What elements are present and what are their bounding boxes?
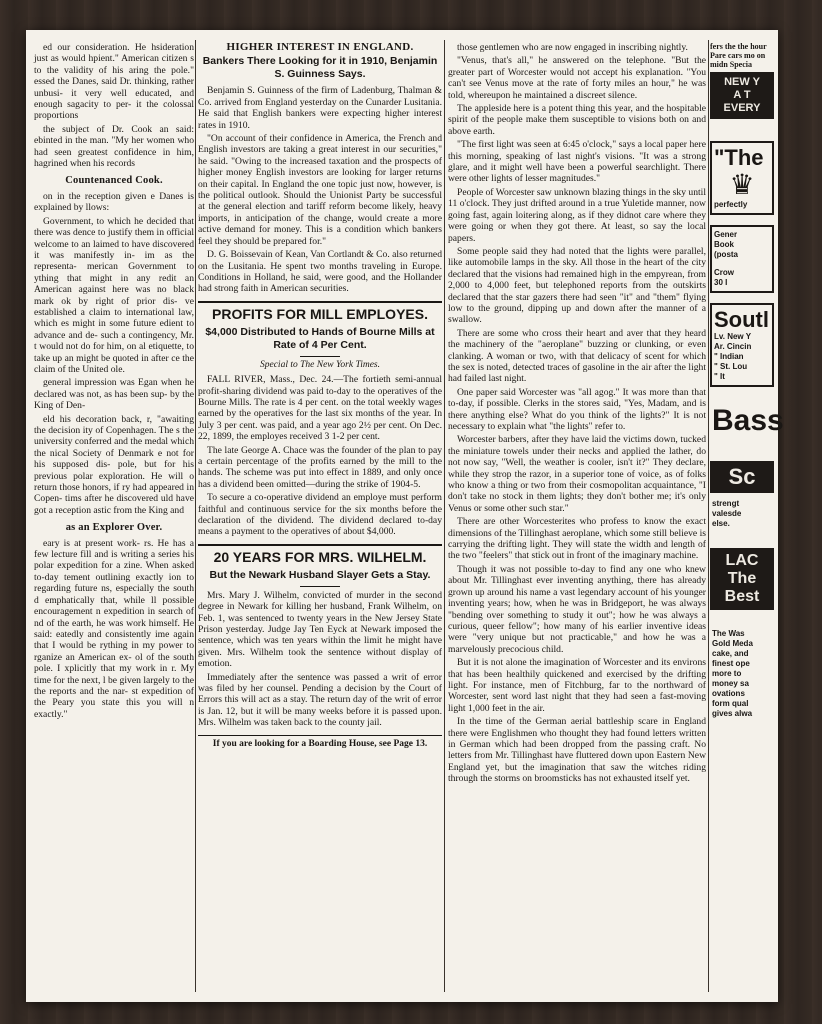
newspaper-clipping xyxy=(26,30,784,1002)
ad-line: money sa xyxy=(712,679,749,688)
subheading: as an Explorer Over. xyxy=(65,522,163,534)
ad-line: The xyxy=(727,570,757,587)
paragraph: on in the reception given e Danes is explained by llows: xyxy=(34,190,194,214)
deck-headline: Bankers There Looking for it in 1910, Benjamin S. Guinness Says. xyxy=(202,55,438,81)
paragraph: the subject of Dr. Cook an said: ebinted in the man. "My her women who had seen greatest confidence in him, hagrined when his records xyxy=(34,123,194,170)
ad-new-york xyxy=(710,72,774,119)
paragraph: "The first light was seen at 6:45 o'clock," says a local paper here this morning, speaking of last night's visions. "It was a strong glare, and it might well have been a powerful searchlight. There were other lights of lesser magnitudes." xyxy=(448,139,706,185)
headline: PROFITS FOR MILL EMPLOYES. xyxy=(198,301,442,323)
paragraph: Some people said they had noted that the lights were parallel, like automobile lamps in the sky. All those in the heart of the city declared that the visions had remained high in the empyrean, from 2,000 to 4,000 feet, but telephoned reports from the outskirts declared that the star gazers there had seen "it" and "them" flying low to the ground, dipping up and down after the manner of a swallow. xyxy=(448,245,706,326)
ad-line: finest ope xyxy=(712,659,750,668)
column-rule xyxy=(195,40,196,992)
paragraph: In the time of the German aerial battleship scare in England there were Englishmen who thought they had found letters written in German which had been dropped from the passing craft. No letters from Mr. Tillinghast have fluttered down upon Eastern New England yet, but the imagination that saw the witches riding through the storms on broomsticks has not exhausted itself yet. xyxy=(448,716,706,785)
paragraph: eld his decoration back, r, "awaiting the decision ity of Copenhagen. The s the university conferred and the medal which the nical Society of Denmark e not for his supposed dis- pole, but for his previous polar exploration. He will o return those honors, if ry had appeared in Copen- tims after he discovered uld have got a reception astic from the King and xyxy=(34,413,194,516)
deck-headline: $4,000 Distributed to Hands of Bourne Mills at Rate of 4 Per Cent. xyxy=(205,325,435,351)
divider xyxy=(300,586,340,587)
ad-text: fers the the hour Pare cars mo on midn Specia xyxy=(710,42,767,69)
ad-line: (posta xyxy=(714,250,738,259)
ad-line: form qual xyxy=(712,699,749,708)
ad-line: valesde xyxy=(712,509,742,518)
paragraph: general impression was Egan when he declared was not, as has been sup- by the King of Den- xyxy=(34,377,194,412)
ad-bottom xyxy=(710,626,774,722)
ad-line: " St. Lou xyxy=(714,362,748,371)
ad-line: Book xyxy=(714,240,734,249)
paragraph: But it is not alone the imagination of Worcester and its environs that has been healthily quickened and exercised by the drifting light. For instance, men of Fitchburg, far to the northward of Worcester, sent word last night that they had seen a fast-moving light 1,000 feet in the air. xyxy=(448,657,706,714)
ad-line: 30 I xyxy=(714,278,728,287)
headline: 20 YEARS FOR MRS. WILHELM. xyxy=(198,544,442,566)
paragraph: those gentlemen who are now engaged in inscribing nightly. xyxy=(457,42,688,53)
ad-line: strengt xyxy=(712,499,740,508)
ad-general-book xyxy=(710,225,774,293)
ad-title: Bass xyxy=(712,404,784,437)
column-rule xyxy=(708,40,709,992)
ad-line: cake, and xyxy=(712,649,749,658)
paragraph: The late George A. Chace was the founder of the plan to pay a certain percentage of the profits earned by the mill to the hands. The scheme was put into effect in 1889, and only once has a dividend been omitted—during the strike of 1904-5. xyxy=(198,444,442,490)
paragraph: FALL RIVER, Mass., Dec. 24.—The fortieth semi-annual profit-sharing dividend was paid to-day to the operatives of the Bourne Mills. The rate is 4 per cent. on the total weekly wages earned by the operatives for the last six months of the year. In July 3 per cent. was paid, and a year ago 2½ per cent. On Dec. 22, 1899, the employes received 3 1-2 per cent. xyxy=(198,374,442,443)
ad-title: Soutl xyxy=(714,307,769,332)
ad-line: else. xyxy=(712,519,730,528)
ad-line: LAC xyxy=(725,552,759,569)
ad-line: " It xyxy=(714,372,725,381)
paragraph: The appleside here is a potent thing this year, and the hospitable spirit of the people make them susceptible to visions both on and above earth. xyxy=(448,103,706,137)
ad-line: more to xyxy=(712,669,742,678)
paragraph: ed our consideration. He hsideration just as would hpient." American citizen s to the validity of his aring the pole." essed the Danes, said Dr. thinking, rather unbusi- it very well educated, and enough sagacity to per- it the colossal proportions xyxy=(34,42,194,122)
paragraph: People of Worcester saw unknown blazing things in the sky until 11 o'clock. They just drifted around in a true Yuletide manner, now going fast, again loitering along, as if they didnot care where they were going or when they got there. At least, so say the local papers. xyxy=(448,186,706,244)
ad-line: Gold Meda xyxy=(712,639,753,648)
ad-line: The Was xyxy=(712,629,745,638)
paragraph: Government, to which he decided that there was dence to justify them in official welcome to an laimed to have discovered it was manifestly in- im as the representa- merican Government to ything that might in any redit an American against here was no black mark ok by right of prior dis- ve established a claim to international law, which es might in some future edient to advance and de- such a contingency, Mr. t would not do for him, on al etiquette, to take up an might be quoted in after ce the claim of the United ole. xyxy=(34,215,194,375)
ad-line: Gener xyxy=(714,230,738,239)
ad-line: Best xyxy=(724,588,760,605)
ad-sc xyxy=(710,461,774,493)
paragraph: Though it was not possible to-day to find any one who knew about Mr. Tillinghast ever inventing anything, there has already grown up around his name a vast legendary account of his younger inventing years; how, when he was in Bridgeport, he was always "bending over something to study it out"; how he was always a curious, queer fellow"; how many of his earlier inventive ideas were "very unique but not practicable," and how he was a marvelously precocious child. xyxy=(448,563,706,655)
ad-bass xyxy=(710,401,784,441)
paragraph: There are other Worcesterites who profess to know the exact dimensions of the Tillinghast aeroplane, which some still believe is carrying the drifting light. They will state the width and length of the two "feelers" that stick out in front of the imaginary machine. xyxy=(448,516,706,562)
ad-line: A T xyxy=(733,89,751,101)
deck-headline: But the Newark Husband Slayer Gets a Stay. xyxy=(209,568,431,581)
ad-line: NEW Y xyxy=(724,76,760,88)
ad-line: gives alwa xyxy=(712,709,753,718)
headline-top: HIGHER INTEREST IN ENGLAND. xyxy=(226,41,414,53)
paragraph: "On account of their confidence in America, the French and English investors are taking a great interest in our securities," he said. "Owing to the increased taxation and the prospects of higher money English investors are looking for larger returns on their capital. In England the one topic just now, however, is the political outlook. Should the Unionist Party be successful at the general election and tariff reform become likely, heavy imports, in anticipation of the change, would create a more active demand for money. This is a condition which bankers feel they should be prepared for." xyxy=(198,133,442,247)
ad-the xyxy=(710,141,774,215)
divider xyxy=(300,356,340,357)
ad-line: Crow xyxy=(714,268,734,277)
ad-lac xyxy=(710,548,774,610)
footer-note: If you are looking for a Boarding House, see Page 13. xyxy=(198,735,442,750)
crown-icon: ♛ xyxy=(729,169,755,200)
ad-title: Sc xyxy=(728,464,756,489)
paragraph: Mrs. Mary J. Wilhelm, convicted of murder in the second degree in Newark for killing her husband, Frank Wilhelm, on Feb. 1, was sentenced to twenty years in the New Jersey State Prison yesterday. Judge Jay Ten Eyck at Newark imposed the sentence, which was ten years within the limit he might have given. Mrs. Wilhelm took the sentence without display of emotion. xyxy=(198,589,442,670)
column-3 xyxy=(448,42,706,992)
ad-line: ovations xyxy=(712,689,745,698)
paragraph: D. G. Boissevain of Kean, Van Cortlandt & Co. also returned on the Lusitania. He spent two months traveling in Europe. Conditions in Holland, he said, were good, and the Hollander had strong faith in American securities. xyxy=(198,249,442,295)
column-1 xyxy=(34,42,194,992)
ad-title: "The xyxy=(714,145,764,170)
paragraph: "Venus, that's all," he answered on the telephone. "But the greater part of Worcester would not accept his explanation. "You can't see Venus move at the rate of forty miles an hour," he was told, whereupon he maintained a discreet silence. xyxy=(448,55,706,101)
ad-sc-text xyxy=(710,496,774,532)
column-4-ads xyxy=(710,42,784,992)
ad-line: EVERY xyxy=(723,102,761,114)
dateline: Special to The New York Times. xyxy=(260,359,380,370)
ad-line: perfectly xyxy=(714,200,748,209)
ad-line: Ar. Cincin xyxy=(714,342,752,351)
paragraph: To secure a co-operative dividend an employe must perform faithful and continuous service for the six months before the declaration of the dividend. The dividend declared to-day means a payment to the operatives of about $4,000. xyxy=(198,492,442,538)
paragraph: eary is at present work- rs. He has a few lecture fill and is writing a series his polar expedition for a zine. When asked to-day tement outlining exactly ion to regarding future ns, especially the south d emphatically that, while ll possible encouragement n expedition in search of nd of the earth, he was work himself. He said: eatedly and consistently ime again that I would be rything in my power to rganize an American ex- ol of the south pole. I xplicitly that my work in r. My time for the next, l be given largely to the the reports and the nar- st expedition of the Peary you state this you will n exactly." xyxy=(34,537,194,720)
column-rule xyxy=(444,40,445,992)
paragraph: There are some who cross their heart and aver that they heard the machinery of the "aeroplane" buzzing or clunking, or even clanking. A woman or two, with that delicacy of scent for which the sex is noted, detected traces of gasoline in the air after the light had failed last night. xyxy=(448,327,706,385)
paragraph: Benjamin S. Guinness of the firm of Ladenburg, Thalman & Co. arrived from England yesterday on the Cunarder Lusitania. He said that English bankers were expecting higher interest rates in 1910. xyxy=(198,85,442,131)
ad-line: " Indian xyxy=(714,352,744,361)
paragraph: Worcester barbers, after they have laid the victims down, tucked the miniature towels under their necks and applied the lather, do not now say, "Well, the weather is cooler, isn't it?" They declare, while they strop the razor, in a superior tone of voice, as of folks who know a thing or two from their cosmopolitan acquaintance, "I don't take no stock in them lights; they don't bother me; it's only Venus or some other such star." xyxy=(448,434,706,514)
paragraph: One paper said Worcester was "all agog." It was more than that to-day, if possible. Clerks in the stores said, "Yes, Madam, and is there anything else? What do you think of the lights?" It is not necessary to explain what "the lights" refer to. xyxy=(448,386,706,432)
ad-southern xyxy=(710,303,774,387)
column-2 xyxy=(198,42,442,992)
ad-line: Lv. New Y xyxy=(714,332,752,341)
subheading: Countenanced Cook. xyxy=(65,175,163,187)
paragraph: Immediately after the sentence was passed a writ of error was filed by her counsel. Pending a decision by the Court of Errors this will act as a stay. The return day of the writ of error is Jan. 12, but it will be many weeks before it is passed upon. Mrs. Wilhelm was taken back to the county jail. xyxy=(198,671,442,729)
